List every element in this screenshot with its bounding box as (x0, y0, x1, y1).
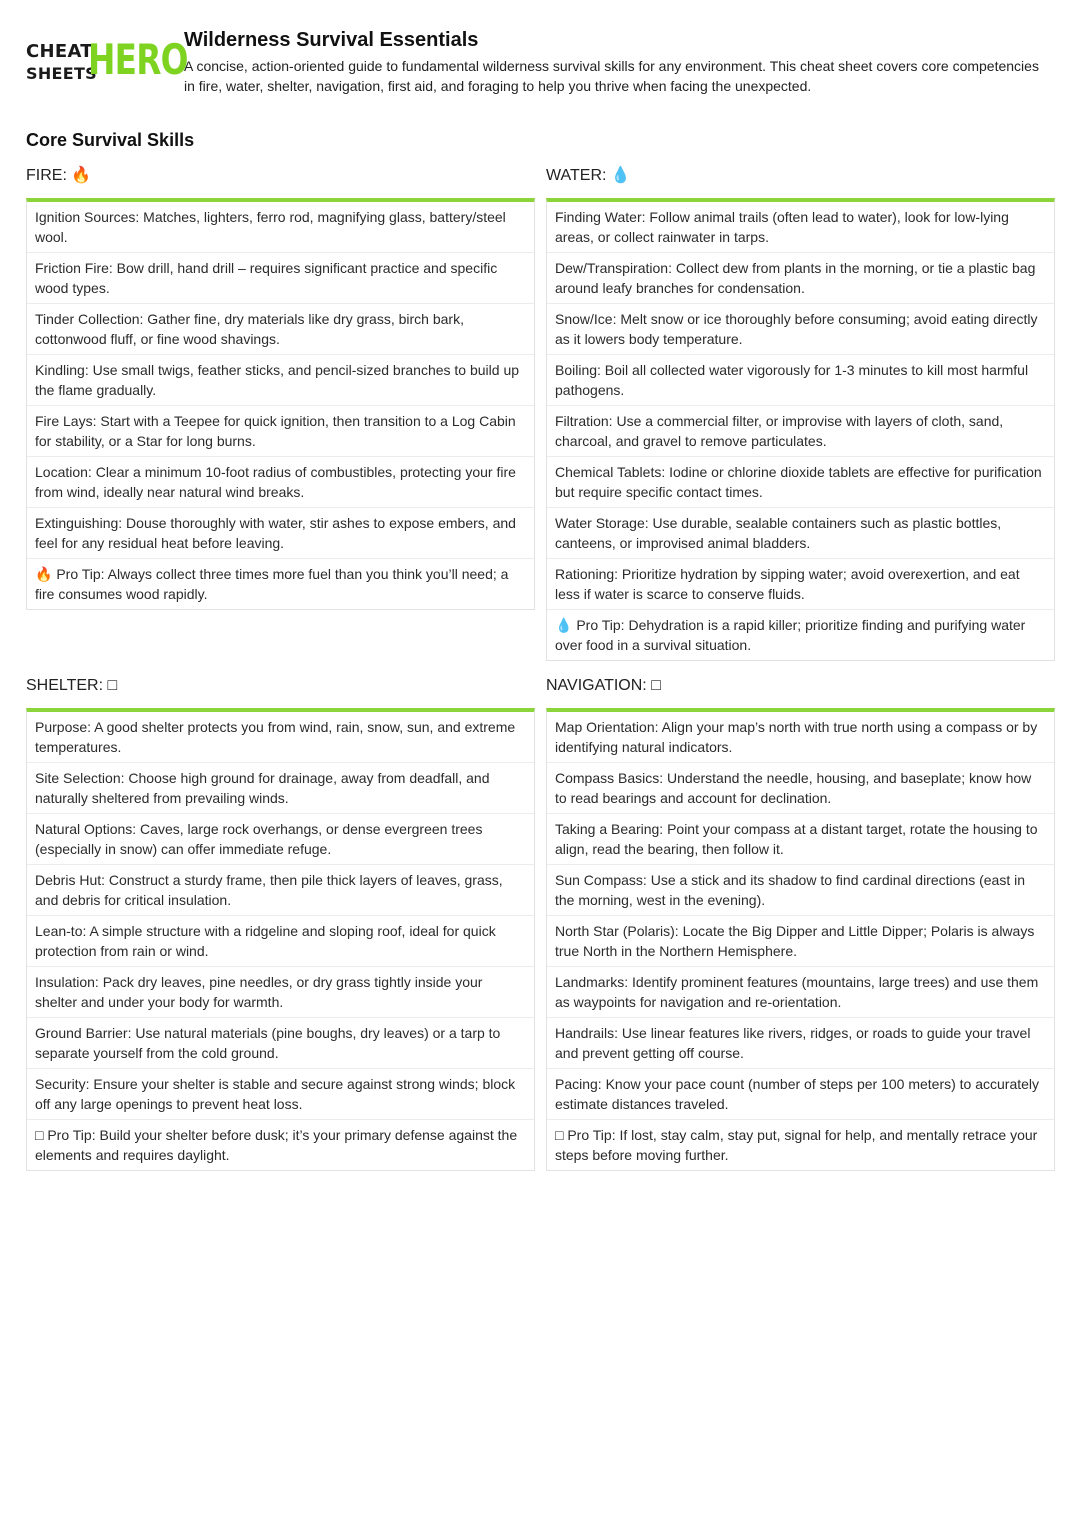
list-item: Sun Compass: Use a stick and its shadow to find cardinal directions (east in the morning, west in the evening). (547, 865, 1054, 916)
card-title: FIRE: 🔥 (26, 167, 92, 184)
card-title: NAVIGATION: □ (546, 677, 661, 694)
card-body (26, 708, 535, 1171)
list-item: Friction Fire: Bow drill, hand drill – requires significant practice and specific wood types. (27, 253, 534, 304)
list-item: Landmarks: Identify prominent features (mountains, large trees) and use them as waypoints for navigation and re-orientation. (547, 967, 1054, 1018)
list-item: Security: Ensure your shelter is stable and secure against strong winds; block off any large openings to prevent heat loss. (27, 1069, 534, 1120)
card-body (26, 198, 535, 610)
pro-tip: □ Pro Tip: If lost, stay calm, stay put, signal for help, and mentally retrace your steps before moving further. (555, 1127, 1038, 1163)
card-water (546, 166, 1055, 661)
pro-tip: □ Pro Tip: Build your shelter before dusk; it’s your primary defense against the elements and requires daylight. (35, 1127, 518, 1163)
list-item: Insulation: Pack dry leaves, pine needles, or dry grass tightly inside your shelter and under your body for warmth. (27, 967, 534, 1018)
list-item: Snow/Ice: Melt snow or ice thoroughly before consuming; avoid eating directly as it lowers body temperature. (547, 304, 1054, 355)
list-item: Tinder Collection: Gather fine, dry materials like dry grass, birch bark, cottonwood fluff, or fine wood shavings. (27, 304, 534, 355)
list-item: Dew/Transpiration: Collect dew from plants in the morning, or tie a plastic bag around leafy branches for condensation. (547, 253, 1054, 304)
list-item: Natural Options: Caves, large rock overhangs, or dense evergreen trees (especially in snow) can offer immediate refuge. (27, 814, 534, 865)
pro-tip: 🔥 Pro Tip: Always collect three times more fuel than you think you’ll need; a fire consumes wood rapidly. (35, 566, 509, 602)
intro (184, 28, 1050, 96)
list-item: Kindling: Use small twigs, feather sticks, and pencil-sized branches to build up the flame gradually. (27, 355, 534, 406)
list-item: Fire Lays: Start with a Teepee for quick ignition, then transition to a Log Cabin for stability, or a Star for long burns. (27, 406, 534, 457)
card-body (546, 198, 1055, 661)
list-item: North Star (Polaris): Locate the Big Dipper and Little Dipper; Polaris is always true North in the Northern Hemisphere. (547, 916, 1054, 967)
list-item: Filtration: Use a commercial filter, or improvise with layers of cloth, sand, charcoal, and gravel to remove particulates. (547, 406, 1054, 457)
list-item: Taking a Bearing: Point your compass at a distant target, rotate the housing to align, read the bearing, then follow it. (547, 814, 1054, 865)
card-shelter (26, 676, 535, 1171)
list-item: Lean-to: A simple structure with a ridgeline and sloping roof, ideal for quick protection from rain or wind. (27, 916, 534, 967)
list-item: Water Storage: Use durable, sealable containers such as plastic bottles, canteens, or improvised animal bladders. (547, 508, 1054, 559)
list-item: Ground Barrier: Use natural materials (pine boughs, dry leaves) or a tarp to separate yourself from the cold ground. (27, 1018, 534, 1069)
list-item: Pacing: Know your pace count (number of steps per 100 meters) to accurately estimate distances traveled. (547, 1069, 1054, 1120)
list-item: Ignition Sources: Matches, lighters, ferro rod, magnifying glass, battery/steel wool. (27, 202, 534, 253)
cheatsheets-hero-logo[interactable] (26, 28, 188, 88)
list-item: Extinguishing: Douse thoroughly with water, stir ashes to expose embers, and feel for any residual heat before leaving. (27, 508, 534, 559)
list-item: Purpose: A good shelter protects you from wind, rain, snow, sun, and extreme temperatures. (27, 712, 534, 763)
list-item: Map Orientation: Align your map’s north with true north using a compass or by identifying natural indicators. (547, 712, 1054, 763)
logo-text-cheat: CHEAT (26, 41, 93, 62)
list-item: Rationing: Prioritize hydration by sipping water; avoid overexertion, and eat less if water is scarce to conserve fluids. (547, 559, 1054, 610)
list-item: Boiling: Boil all collected water vigorously for 1-3 minutes to kill most harmful pathogens. (547, 355, 1054, 406)
page-title: Wilderness Survival Essentials (184, 29, 479, 51)
list-item: Compass Basics: Understand the needle, housing, and baseplate; know how to read bearings and account for declination. (547, 763, 1054, 814)
pro-tip: 💧 Pro Tip: Dehydration is a rapid killer; prioritize finding and purifying water over food in a survival situation. (555, 617, 1026, 653)
logo-text-sheets: SHEETS (26, 64, 98, 83)
card-fire (26, 166, 535, 610)
list-item: Location: Clear a minimum 10-foot radius of combustibles, protecting your fire from wind, ideally near natural wind breaks. (27, 457, 534, 508)
card-title: WATER: 💧 (546, 167, 631, 184)
header (26, 28, 1050, 96)
list-item: Handrails: Use linear features like rivers, ridges, or roads to guide your travel and prevent getting off course. (547, 1018, 1054, 1069)
card-title: SHELTER: □ (26, 677, 118, 694)
page-description: A concise, action-oriented guide to fundamental wilderness survival skills for any environment. This cheat sheet covers core competencies in fire, water, shelter, navigation, first aid, and foraging to help you thrive when facing the unexpected. (184, 58, 1039, 94)
section-title: Core Survival Skills (26, 130, 195, 150)
card-body (546, 708, 1055, 1171)
list-item: Debris Hut: Construct a sturdy frame, then pile thick layers of leaves, grass, and debris for critical insulation. (27, 865, 534, 916)
list-item: Chemical Tablets: Iodine or chlorine dioxide tablets are effective for purification but require specific contact times. (547, 457, 1054, 508)
list-item: Site Selection: Choose high ground for drainage, away from deadfall, and naturally sheltered from prevailing winds. (27, 763, 534, 814)
list-item: Finding Water: Follow animal trails (often lead to water), look for low-lying areas, or collect rainwater in tarps. (547, 202, 1054, 253)
card-navigation (546, 676, 1055, 1171)
logo-text-hero: HERO (88, 35, 188, 84)
